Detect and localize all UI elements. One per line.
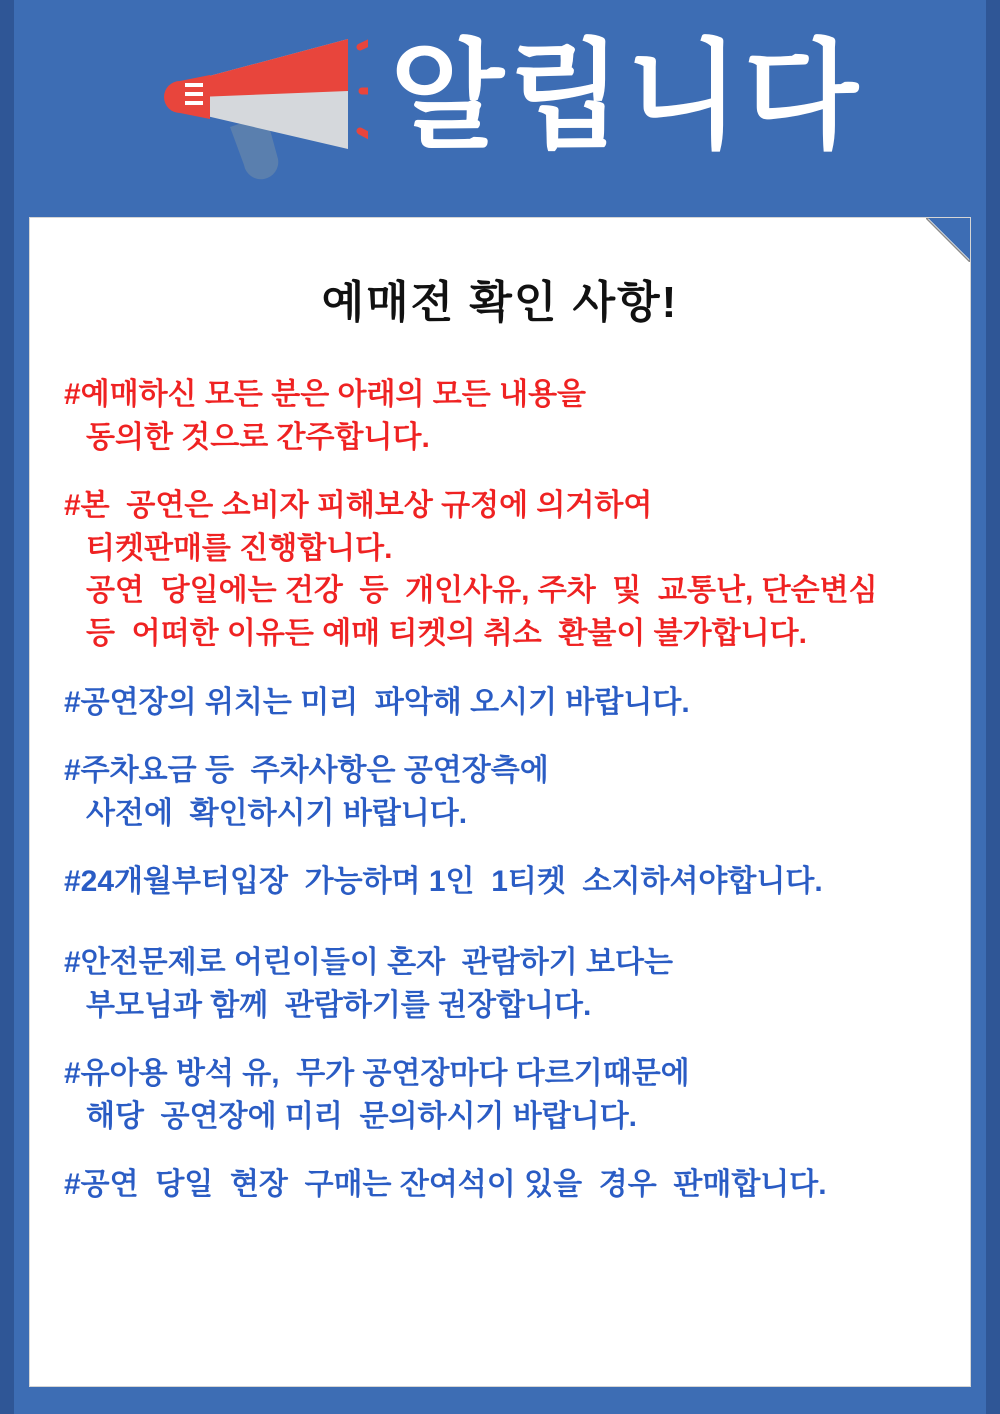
megaphone-icon: [138, 19, 368, 189]
notice-item: [64, 942, 936, 1027]
poster-header: [14, 0, 986, 208]
notice-line: 부모님과 함께 관람하기를 권장합니다.: [86, 988, 592, 1022]
page-title: 알립니다: [390, 31, 862, 163]
notice-line: #본 공연은 소비자 피해보상 규정에 의거하여: [64, 489, 653, 523]
notice-item: [64, 861, 936, 904]
notice-line: #예매하신 모든 분은 아래의 모든 내용을: [64, 378, 587, 411]
notice-line: #공연 당일 현장 구매는 잔여석이 있을 경우 판매합니다.: [64, 1168, 827, 1202]
poster-inner: [14, 0, 986, 1414]
card-title: 예매전 확인 사항!: [321, 278, 679, 327]
notice-item: [64, 750, 936, 835]
notice-line: 사전에 확인하시기 바랍니다.: [86, 796, 468, 830]
notice-card: [30, 218, 970, 1386]
notice-item: [64, 1164, 936, 1207]
folded-corner: [926, 218, 970, 262]
notice-line: #공연장의 위치는 미리 파악해 오시기 바랍니다.: [64, 685, 690, 719]
notice-line: #주차요금 등 주차사항은 공연장측에: [64, 754, 549, 788]
notice-line: 티켓판매를 진행합니다.: [86, 531, 393, 565]
notice-line: #24개월부터입장 가능하며 1인 1티켓 소지하셔야합니다.: [64, 865, 823, 899]
notice-line: 등 어떠한 이유든 예매 티켓의 취소 환불이 불가합니다.: [86, 616, 807, 650]
notice-line: 해당 공연장에 미리 문의하시기 바랍니다.: [86, 1099, 638, 1133]
notice-item: [64, 374, 936, 459]
notice-list: [30, 330, 970, 1207]
notice-item: [64, 485, 936, 655]
notice-item: [64, 682, 936, 725]
notice-line: 동의한 것으로 간주합니다.: [86, 420, 430, 454]
notice-line: 공연 당일에는 건강 등 개인사유, 주차 및 교통난, 단순변심: [86, 574, 878, 608]
notice-item: [64, 1053, 936, 1138]
notice-line: #안전문제로 어린이들이 혼자 관람하기 보다는: [64, 945, 673, 979]
notice-line: #유아용 방석 유, 무가 공연장마다 다르기때문에: [64, 1057, 690, 1091]
